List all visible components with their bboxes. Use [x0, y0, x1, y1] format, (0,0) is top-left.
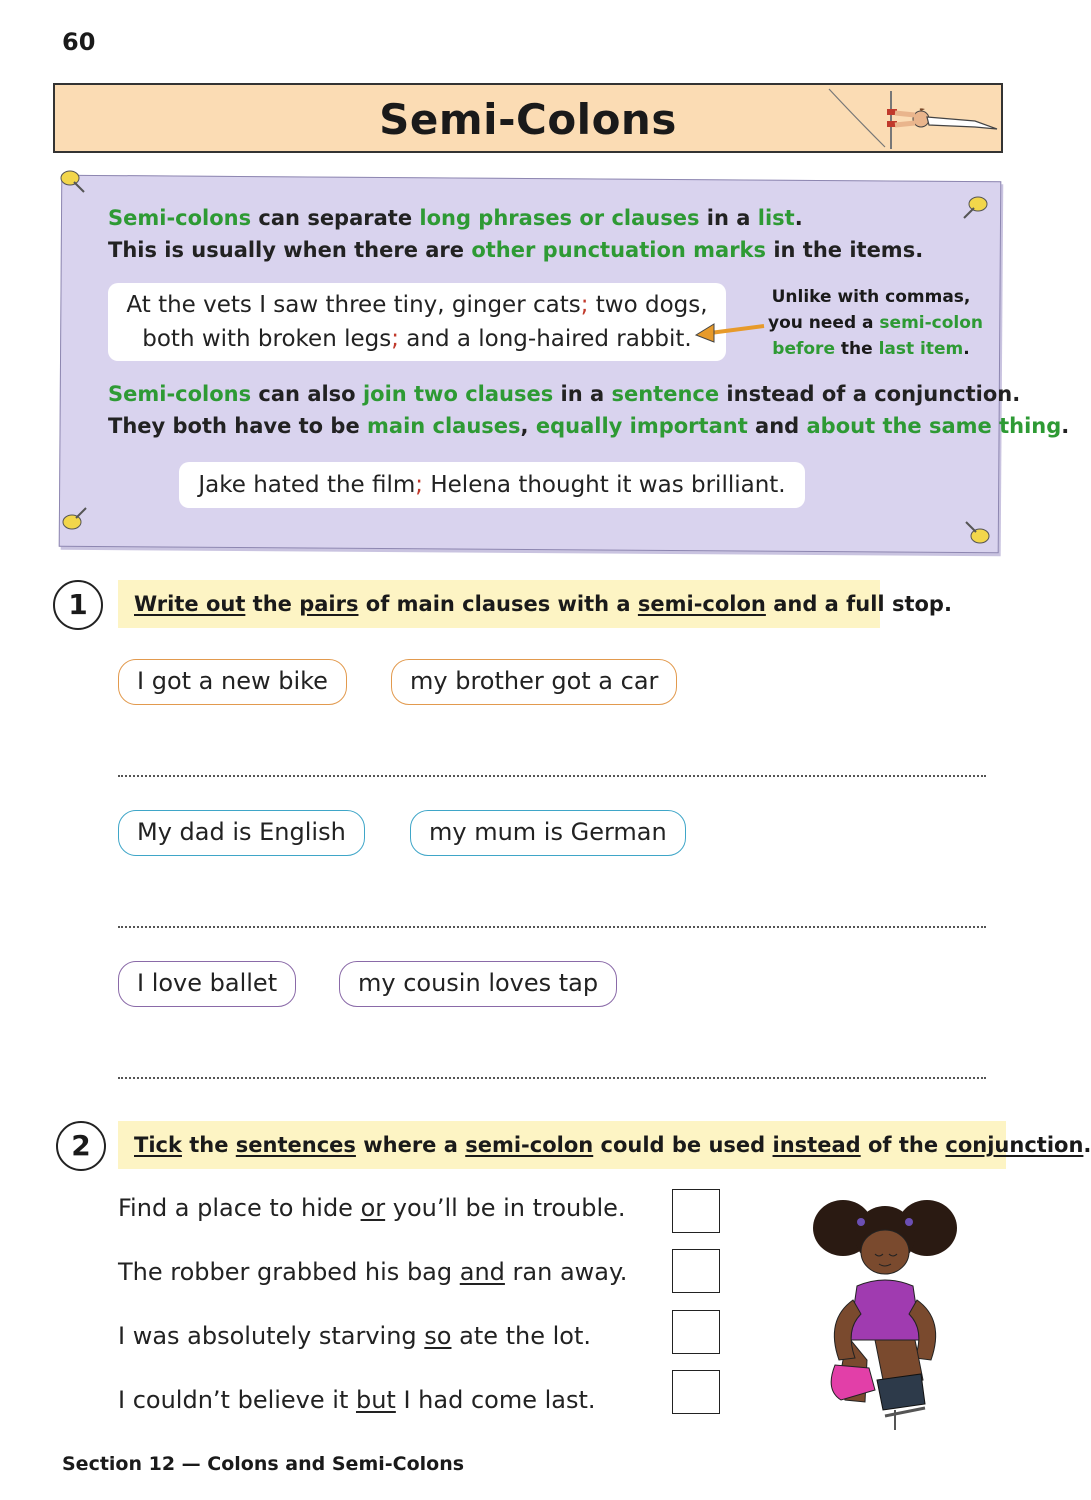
- tick-box[interactable]: [672, 1370, 720, 1414]
- clause-pill: I love ballet: [118, 961, 296, 1007]
- text-run: equally important: [535, 414, 748, 438]
- answer-line[interactable]: [118, 775, 986, 777]
- title-banner: [53, 83, 1003, 153]
- semi-colon-note: Unlike with commas, you need a semi-colon before the last item.: [768, 287, 984, 359]
- text-run: conjunction: [945, 1133, 1084, 1157]
- text-run: main clauses: [367, 414, 521, 438]
- clause-pill: my mum is German: [410, 810, 686, 856]
- text-run: instead: [772, 1133, 861, 1157]
- text-run: can separate: [251, 206, 420, 230]
- text-run: sentences: [235, 1133, 356, 1157]
- text-run: Semi-colons: [108, 206, 252, 230]
- page-title: Semi-Colons: [379, 95, 677, 144]
- text-run: other punctuation marks: [471, 238, 767, 262]
- text-run: in a: [699, 206, 758, 230]
- text-run: can also: [251, 382, 363, 406]
- text-run: instead of a conjunction.: [719, 382, 1021, 406]
- answer-line[interactable]: [118, 926, 986, 928]
- text-run: pairs: [299, 592, 359, 616]
- text-run: in the items.: [766, 238, 924, 262]
- info-line-2: [108, 238, 923, 262]
- question-1-instruction: [118, 580, 952, 628]
- text-run: long phrases or clauses: [419, 206, 700, 230]
- clause-pill: I got a new bike: [118, 659, 347, 705]
- clause-pill: My dad is English: [118, 810, 365, 856]
- example-join-sentence: Jake hated the film; Helena thought it was brilliant.: [179, 462, 805, 508]
- text-run: sentence: [611, 382, 720, 406]
- info-line-3: [108, 382, 1020, 406]
- question-2-instruction: [118, 1121, 1091, 1169]
- text-run: .: [1061, 414, 1070, 438]
- text-run: .: [1083, 1133, 1091, 1157]
- text-run: semi-colon: [465, 1133, 594, 1157]
- text-run: ,: [520, 414, 536, 438]
- text-run: They both have to be: [108, 414, 368, 438]
- pin-icon: [60, 506, 88, 534]
- page-number: 60: [62, 28, 96, 56]
- text-run: join two clauses: [362, 382, 554, 406]
- text-run: could be used: [593, 1133, 773, 1157]
- text-run: semi-colon: [637, 592, 766, 616]
- tick-box[interactable]: [672, 1310, 720, 1354]
- text-run: of main clauses with a: [358, 592, 638, 616]
- skater-girl-illustration: [805, 1190, 965, 1440]
- clause-pill: my cousin loves tap: [339, 961, 617, 1007]
- tick-sentence: I was absolutely starving so ate the lot.: [118, 1322, 592, 1350]
- clause-pill: my brother got a car: [391, 659, 677, 705]
- text-run: the: [245, 592, 300, 616]
- gymnast-illustration: [825, 87, 1001, 151]
- question-1-number: 1: [53, 580, 103, 630]
- tick-sentence: The robber grabbed his bag and ran away.: [118, 1258, 628, 1286]
- text-run: .: [794, 206, 803, 230]
- tick-sentence: I couldn’t believe it but I had come last.: [118, 1386, 596, 1414]
- example-list-sentence: At the vets I saw three tiny, ginger cats; two dogs, both with broken legs; and a long-haired rabbit.: [108, 283, 726, 361]
- text-run: the: [181, 1133, 236, 1157]
- text-run: Semi-colons: [108, 382, 252, 406]
- text-run: list: [757, 206, 795, 230]
- pin-icon: [962, 192, 990, 220]
- text-run: and a full stop.: [765, 592, 952, 616]
- text-run: Tick: [134, 1133, 182, 1157]
- text-run: of the: [860, 1133, 946, 1157]
- tick-sentence: Find a place to hide or you’ll be in trouble.: [118, 1194, 626, 1222]
- text-run: where a: [355, 1133, 466, 1157]
- text-run: about the same thing: [806, 414, 1062, 438]
- pin-icon: [964, 520, 992, 548]
- info-line-1: [108, 206, 803, 230]
- question-2-number: 2: [56, 1121, 106, 1171]
- tick-box[interactable]: [672, 1249, 720, 1293]
- text-run: Write out: [134, 592, 246, 616]
- arrow-left-icon: [694, 318, 766, 342]
- tick-box[interactable]: [672, 1189, 720, 1233]
- text-run: and: [747, 414, 807, 438]
- text-run: in a: [553, 382, 612, 406]
- text-run: This is usually when there are: [108, 238, 472, 262]
- pin-icon: [58, 166, 86, 194]
- answer-line[interactable]: [118, 1077, 986, 1079]
- info-line-4: [108, 414, 1069, 438]
- section-footer: Section 12 — Colons and Semi-Colons: [62, 1453, 465, 1475]
